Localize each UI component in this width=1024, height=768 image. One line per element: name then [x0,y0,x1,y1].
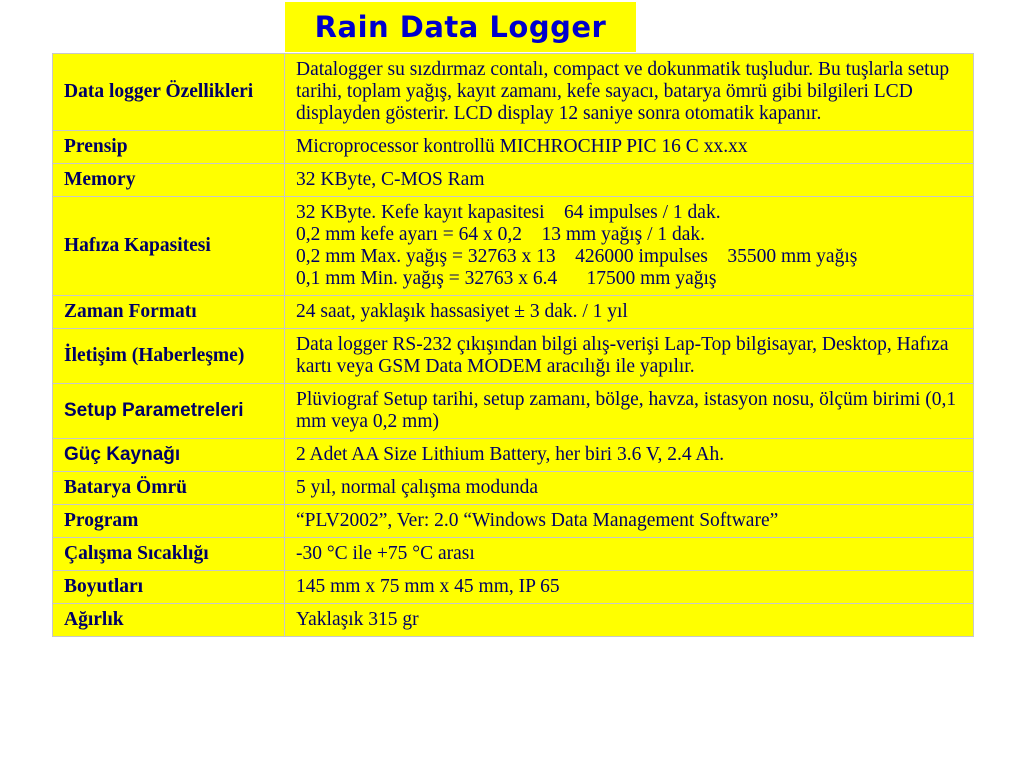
row-key: Ağırlık [53,604,285,637]
table-row [53,296,974,329]
row-value: 5 yıl, normal çalışma modunda [285,472,974,505]
row-key: Batarya Ömrü [53,472,285,505]
row-value: 145 mm x 75 mm x 45 mm, IP 65 [285,571,974,604]
table-row [53,505,974,538]
row-key: Prensip [53,131,285,164]
value-line: 0,2 mm kefe ayarı = 64 x 0,2 13 mm yağış / 1 dak. [296,224,706,245]
row-key: İletişim (Haberleşme) [53,329,285,384]
table-row [53,329,974,384]
table-row [53,472,974,505]
row-value: Yaklaşık 315 gr [285,604,974,637]
row-value: Datalogger su sızdırmaz contalı, compact ve dokunmatik tuşludur. Bu tuşlarla setup tarihi, toplam yağış, kayıt zamanı, kefe sayacı, batarya ömrü gibi bilgileri LCD displayden gösterir. LCD display 12 saniye sonra otomatik kapanır. [285,54,974,131]
row-value: Data logger RS-232 çıkışından bilgi alış-verişi Lap-Top bilgisayar, Desktop, Hafıza kartı veya GSM Data MODEM aracılığı ile yapılır. [285,329,974,384]
row-key: Çalışma Sıcaklığı [53,538,285,571]
row-key: Memory [53,164,285,197]
row-value: 24 saat, yaklaşık hassasiyet ± 3 dak. / 1 yıl [285,296,974,329]
row-key: Setup Parametreleri [53,384,285,439]
value-line: 32 KByte. Kefe kayıt kapasitesi 64 impulses / 1 dak. [296,202,721,223]
row-key: Data logger Özellikleri [53,54,285,131]
table-row [53,439,974,472]
row-key: Güç Kaynağı [53,439,285,472]
row-value [285,197,974,296]
table-row [53,384,974,439]
page-title: Rain Data Logger [285,2,636,52]
value-line: 0,2 mm Max. yağış = 32763 x 13 426000 impulses 35500 mm yağış [296,246,858,267]
table-row [53,571,974,604]
row-value: -30 °C ile +75 °C arası [285,538,974,571]
value-line: 0,1 mm Min. yağış = 32763 x 6.4 17500 mm yağış [296,268,717,289]
row-value: 32 KByte, C-MOS Ram [285,164,974,197]
table-row [53,604,974,637]
table-row [53,197,974,296]
spec-table [52,53,974,637]
row-value: Microprocessor kontrollü MICHROCHIP PIC 16 C xx.xx [285,131,974,164]
table-row [53,54,974,131]
table-row [53,164,974,197]
row-key: Hafıza Kapasitesi [53,197,285,296]
row-key: Program [53,505,285,538]
row-value: “PLV2002”, Ver: 2.0 “Windows Data Management Software” [285,505,974,538]
table-row [53,538,974,571]
row-key: Boyutları [53,571,285,604]
table-row [53,131,974,164]
row-value: Plüviograf Setup tarihi, setup zamanı, bölge, havza, istasyon nosu, ölçüm birimi (0,1 mm veya 0,2 mm) [285,384,974,439]
row-key: Zaman Formatı [53,296,285,329]
row-value: 2 Adet AA Size Lithium Battery, her biri 3.6 V, 2.4 Ah. [285,439,974,472]
